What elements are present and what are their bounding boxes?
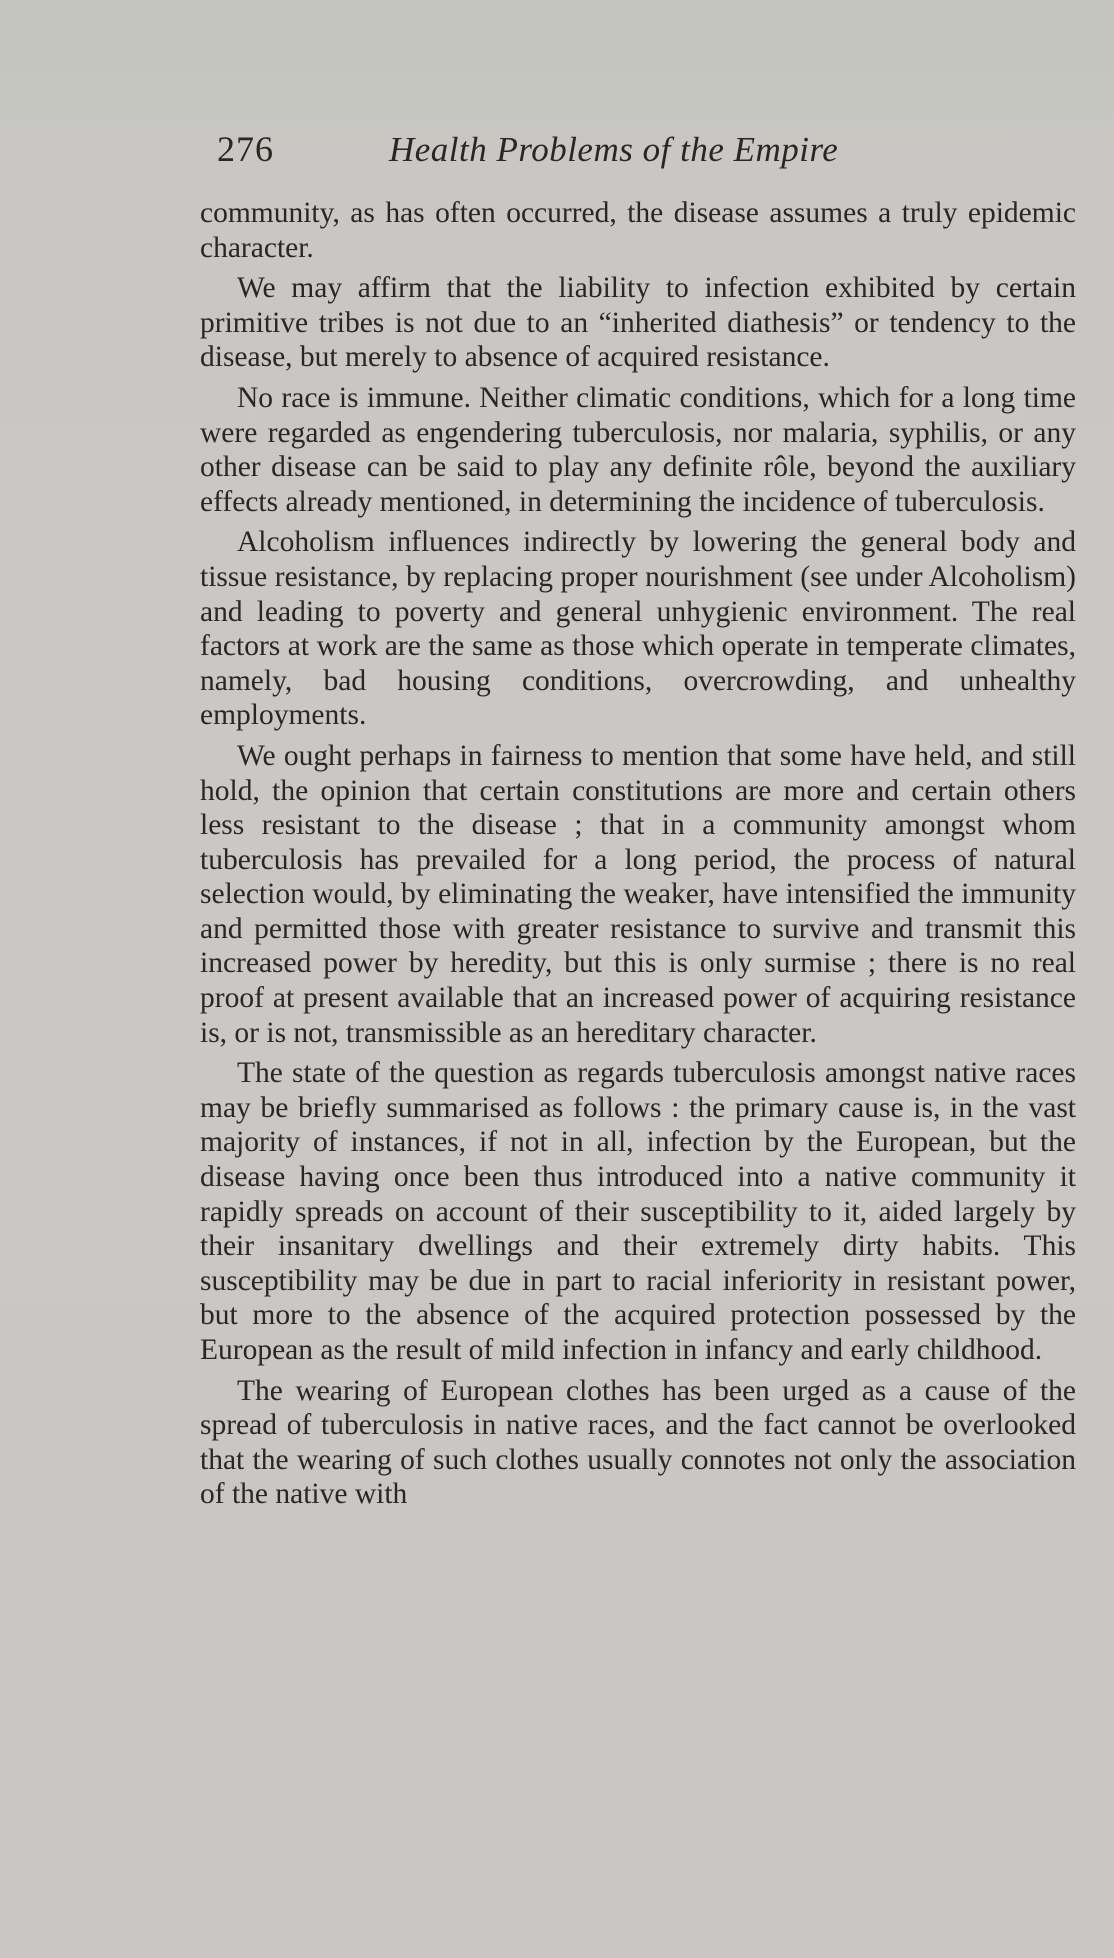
paragraph-summary: The state of the question as regards tuberculosis amongst native races may be briefly summarised as follows : the primary cause is, in the vast majority of instances, if not in all, infection by the European, but the disease having once been thus introduced into a native community it rapidly spreads on account of their susceptibility to it, aided largely by their insanitary dwellings and their extremely dirty habits. This susceptibility may be due in part to racial inferiority in resistant power, but more to the absence of the acquired protection possessed by the European as the result of mild infection in infancy and early childhood. bbox=[200, 1057, 1076, 1366]
paragraph-continuation: community, as has often occurred, the disease assumes a truly epidemic character. bbox=[200, 197, 1076, 264]
paragraph-alcoholism: Alcoholism influences indirectly by lowering the general body and tissue resistance, by replacing proper nourishment (see under Alcoholism) and leading to poverty and general unhygienic environment. The real factors at work are the same as those which operate in temperate climates, namely, bad housing conditions, overcrowding, and unhealthy employments. bbox=[200, 526, 1076, 732]
running-title: Health Problems of the Empire bbox=[389, 130, 839, 169]
paragraph-european-clothes: The wearing of European clothes has been urged as a cause of the spread of tuberculosis in native races, and the fact cannot be overlooked that the wearing of such clothes usually connotes not only the association of the native with bbox=[200, 1374, 1076, 1511]
page-number: 276 bbox=[217, 129, 274, 169]
page-header bbox=[217, 128, 917, 188]
paragraph-constitutions: We ought perhaps in fairness to mention that some have held, and still hold, the opinion that certain constitutions are more and certain others less resistant to the disease ; that in a community amongst whom tuberculosis has prevailed for a long period, the process of natural selection would, by eliminating the weaker, have intensified the immunity and permitted those with greater resistance to survive and transmit this increased power by heredity, but this is only surmise ; there is no real proof at present available that an increased power of acquiring resistance is, or is not, transmissible as an hereditary character. bbox=[200, 739, 1076, 1049]
paragraph-liability: We may affirm that the liability to infection exhibited by certain primitive tribes is not due to an “inherited diathesis” or tendency to the disease, but merely to absence of acquired resistance. bbox=[200, 272, 1076, 374]
body-text bbox=[200, 196, 1076, 1518]
paragraph-no-race-immune: No race is immune. Neither climatic conditions, which for a long time were regarded as engendering tuberculosis, nor malaria, syphilis, or any other disease can be said to play any definite rôle, beyond the auxiliary effects already mentioned, in determining the incidence of tuberculosis. bbox=[200, 381, 1076, 518]
